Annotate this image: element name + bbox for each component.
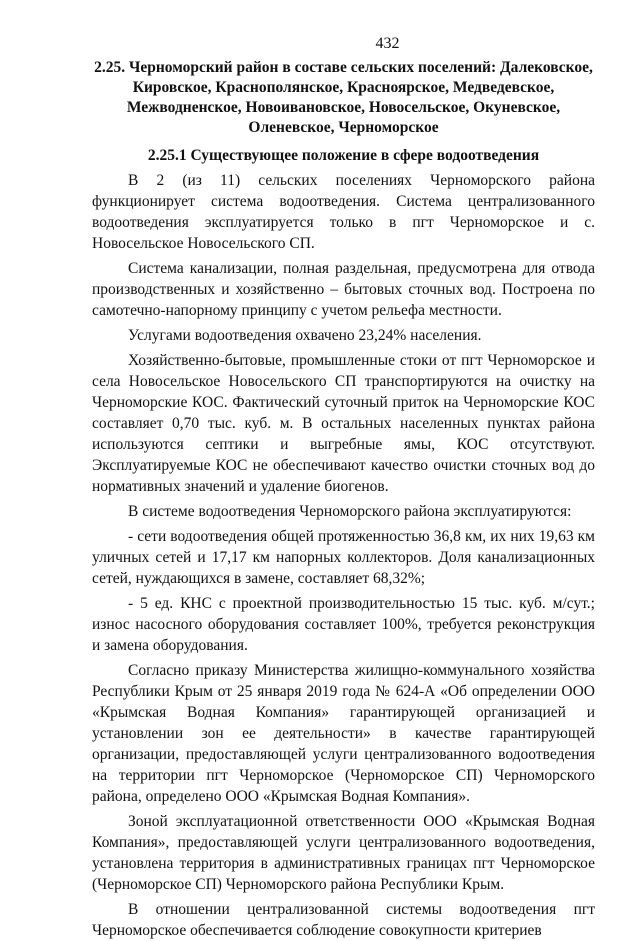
paragraph-3: Услугами водоотведения охвачено 23,24% населения. — [128, 327, 482, 344]
paragraph-2: Система канализации, полная раздельная, предусмотрена для отвода производственных и хозяйственно – бытовых сточных вод. Построена по самотечно-напорному принципу с учетом рельефа местности. — [92, 260, 595, 319]
paragraph-8: Согласно приказу Министерства жилищно-коммунального хозяйства Республики Крым от 25 января 2019 года № 624-А «Об определении ООО «Крымская Водная Компания» гарантирующей организацией и установлении зон ее деятельности» в качестве гарантирующей организации, предоставляющей услуги централизованного водоотведения на территории пгт Черноморское (Черноморское СП) Черноморского района, определено ООО «Крымская Водная Компания». — [92, 662, 595, 805]
paragraph-7: - 5 ед. КНС с проектной производительностью 15 тыс. куб. м/сут.; износ насосного оборудования составляет 100%, требуется реконструкция и замена оборудования. — [92, 595, 595, 654]
section-title: 2.25. Черноморский район в составе сельских поселений: Далековское, Кировское, Краснополянское, Красноярское, Медведевское, Межводненское, Новоивановское, Новосельское, Окуневское, Оленевское, Черноморское — [94, 59, 593, 136]
paragraph-9: Зоной эксплуатационной ответственности ООО «Крымская Водная Компания», предоставляющей услуги централизованного водоотведения, установлена территория в административных границах пгт Черноморское (Черноморское СП) Черноморского района Республики Крым. — [92, 813, 595, 893]
page-number: 432 — [375, 35, 400, 52]
subsection-title: 2.25.1 Существующее положение в сфере водоотведения — [147, 147, 540, 164]
paragraph-4: Хозяйственно-бытовые, промышленные стоки от пгт Черноморское и села Новосельское Новосельского СП транспортируются на очистку на Черноморские КОС. Фактический суточный приток на Черноморские КОС составляет 0,70 тыс. куб. м. В остальных населенных пунктах района используются септики и выгребные ямы, КОС отсутствуют. Эксплуатируемые КОС не обеспечивают качество очистки сточных вод до нормативных значений и удаление биогенов. — [92, 352, 595, 495]
paragraph-1: В 2 (из 11) сельских поселениях Черноморского района функционирует система водоотведения. Система централизованного водоотведения эксплуатируется только в пгт Черноморское и с. Новосельское Новосельского СП. — [92, 172, 595, 252]
paragraph-10: В отношении централизованной системы водоотведения пгт Черноморское обеспечивается соблюдение совокупности критериев — [92, 901, 595, 939]
paragraph-5: В системе водоотведения Черноморского района эксплуатируются: — [128, 503, 572, 520]
paragraph-6: - сети водоотведения общей протяженностью 36,8 км, их них 19,63 км уличных сетей и 17,17 км напорных коллекторов. Доля канализационных сетей, нуждающихся в замене, составляет 68,32%; — [92, 528, 595, 587]
